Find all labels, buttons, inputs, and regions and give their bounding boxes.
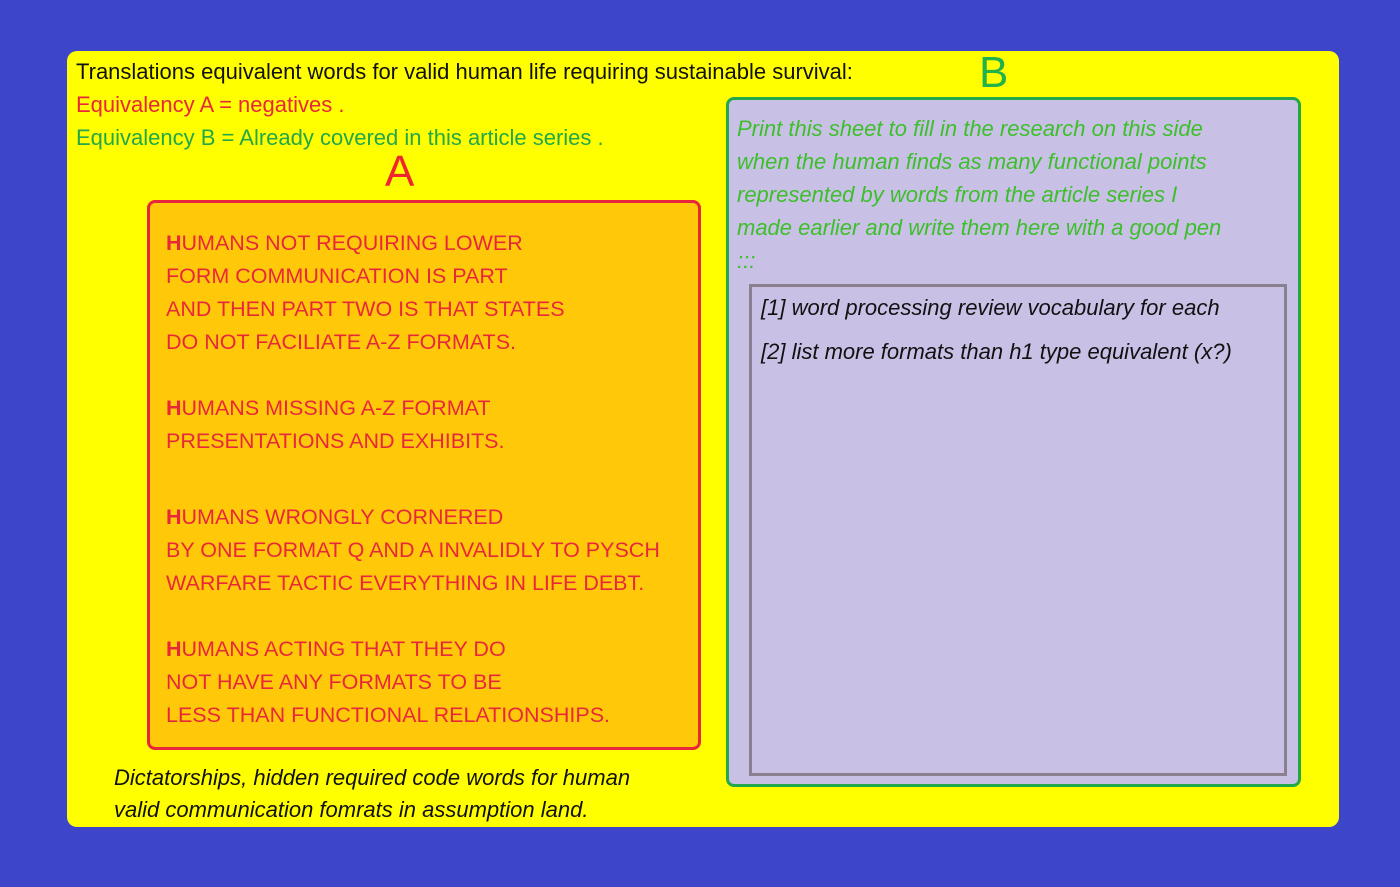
paragraph-lead-letter: H [166,637,182,661]
footer-note [114,762,630,826]
sheet-title: Translations equivalent words for valid human life requiring sustainable survival: [76,59,853,84]
paragraph-lead-letter: H [166,396,182,420]
equivalency-a-label: Equivalency A = negatives . [76,92,345,117]
research-box [726,97,1301,787]
section-b-marker: B [979,48,1009,97]
paragraph-line: PRESENTATIONS AND EXHIBITS. [166,429,505,453]
paragraph-lead-letter: H [166,231,182,255]
paragraph-lead-letter: H [166,505,182,529]
footer-note-line: valid communication fomrats in assumption land. [114,797,589,822]
research-item: [2] list more formats than h1 type equivalent (x?) [761,339,1232,364]
negatives-paragraph [166,501,660,600]
paragraph-line: WARFARE TACTIC EVERYTHING IN LIFE DEBT. [166,571,645,595]
section-a-marker: A [385,147,415,196]
paragraph-line: HUMANS WRONGLY CORNERED [166,505,504,529]
paragraph-line: AND THEN PART TWO IS THAT STATES [166,297,565,321]
negatives-paragraph [166,392,505,458]
paragraph-line: LESS THAN FUNCTIONAL RELATIONSHIPS. [166,703,611,727]
paragraph-line: FORM COMMUNICATION IS PART [166,264,508,288]
paragraph-line: HUMANS NOT REQUIRING LOWER [166,231,523,255]
negatives-paragraph [166,633,610,732]
negatives-box [147,200,701,750]
paragraph-line: HUMANS MISSING A-Z FORMAT [166,396,491,420]
research-entry-area[interactable] [749,284,1287,776]
instruction-line: Print this sheet to fill in the research on this side [737,116,1203,141]
equivalency-b-label: Equivalency B = Already covered in this article series . [76,125,604,150]
footer-note-line: Dictatorships, hidden required code words for human [114,765,631,790]
negatives-paragraph [166,227,565,359]
paragraph-line: BY ONE FORMAT Q AND A INVALIDLY TO PYSCH [166,538,660,562]
instruction-line: when the human finds as many functional points [737,149,1207,174]
instruction-line: represented by words from the article series I [737,182,1178,207]
instruction-line: ::: [737,248,756,273]
paragraph-line: NOT HAVE ANY FORMATS TO BE [166,670,502,694]
worksheet [67,48,1339,827]
instruction-line: made earlier and write them here with a good pen [737,215,1222,240]
research-item: [1] word processing review vocabulary for each [761,295,1220,320]
paragraph-line: HUMANS ACTING THAT THEY DO [166,637,506,661]
paragraph-line: DO NOT FACILIATE A-Z FORMATS. [166,330,517,354]
print-instructions [737,112,1221,277]
